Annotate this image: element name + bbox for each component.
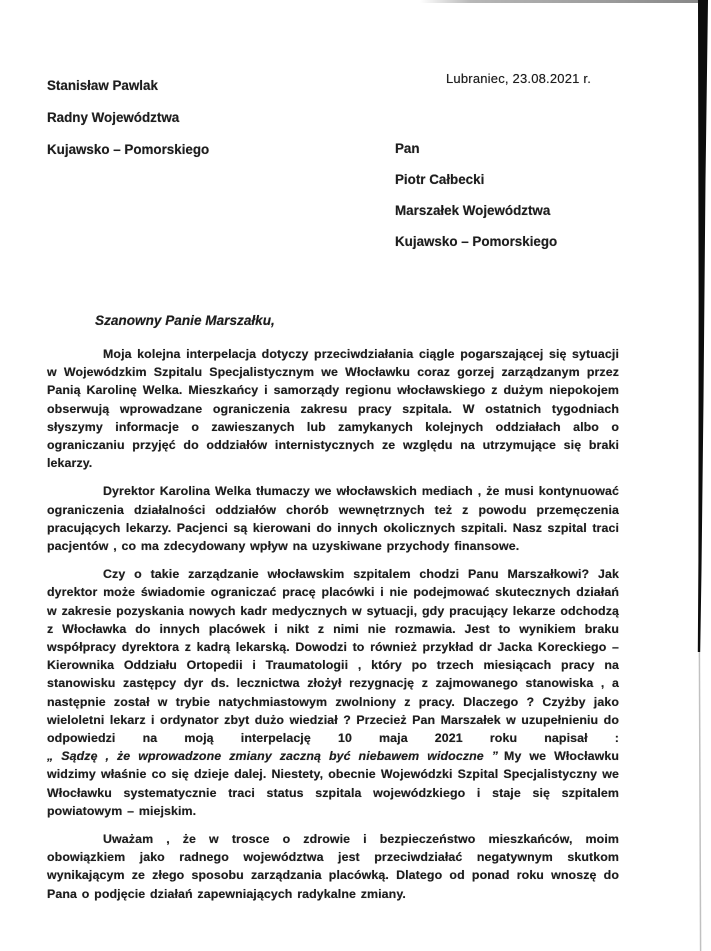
recipient-name: Piotr Całbecki bbox=[395, 172, 485, 187]
sender-block bbox=[47, 70, 209, 166]
body-paragraph-2: Dyrektor Karolina Welka tłumaczy we włocławskich mediach , że musi kontynuować ograniczenia działalności oddziałów chorób wewnętrznych też z powodu przemęczenia pracujących lekarzy. Pacjenci są kierowani do innych okolicznych szpitali. Nasz szpital traci pacjentów , co ma zdecydowany wpływ na uzyskiwane przychody finansowe. bbox=[47, 484, 619, 554]
sender-region: Kujawsko – Pomorskiego bbox=[47, 142, 210, 157]
recipient-region: Kujawsko – Pomorskiego bbox=[395, 234, 558, 249]
sender-title: Radny Województwa bbox=[47, 110, 180, 125]
salutation: Szanowny Panie Marszałku, bbox=[95, 313, 275, 328]
paragraph-3-rest bbox=[47, 747, 619, 820]
place-and-date: Lubraniec, 23.08.2021 r. bbox=[446, 71, 592, 86]
scan-top-edge-artifact bbox=[420, 0, 703, 3]
quoted-marshal-statement: „ Sądzę , że wprowadzone zmiany zaczną być niebawem widoczne ” bbox=[47, 749, 499, 764]
paragraph-3-text-after-quote: My we Włocławku widzimy właśnie co się dzieje dalej. Niestety, obecnie Wojewódzki Szpital Specjalistyczny we Włocławku systematycznie traci status szpitala wojewódzkiego i staje się szpitalem powiatowym – miejskim. bbox=[47, 749, 620, 818]
body-paragraph-1: Moja kolejna interpelacja dotyczy przeciwdziałania ciągle pogarszającej się sytuacji w Wojewódzkim Szpitalu Specjalistycznym we Włocławku coraz gorzej zarządzanym przez Panią Karolinę Welka. Mieszkańcy i samorządy regionu włocławskiego z dużym niepokojem obserwują wprowadzane ograniczenia zakresu pracy szpitala. W ostatnich tygodniach słyszymy informacje o zawieszanych lub zamykanych kolejnych oddziałach albo o ograniczaniu przyjęć do oddziałów internistycznych ze względu na utrzymujące się braki lekarzy. bbox=[47, 347, 619, 471]
recipient-title: Marszałek Województwa bbox=[395, 203, 551, 218]
body-paragraph-4: Uważam , że w trosce o zdrowie i bezpieczeństwo mieszkańców, moim obowiązkiem jako radnego województwa jest przeciwdziałać negatywnym skutkom wynikającym ze złego sposobu zarządzania placówką. Dlatego od ponad roku wnoszę do Pana o podjęcie działań zapewniających radykalne zmiany. bbox=[47, 832, 619, 901]
letter-body bbox=[47, 345, 619, 913]
recipient-block bbox=[395, 133, 557, 257]
sender-name: Stanisław Pawlak bbox=[47, 78, 158, 93]
scan-right-edge-artifact bbox=[691, 0, 711, 951]
paragraph-3-text-before-quote: Czy o takie zarządzanie włocławskim szpitalem chodzi Panu Marszałkowi? Jak dyrektor może świadomie ograniczać pracę placówki i nie podejmować skutecznych działań w zakresie pozyskania nowych kadr medycznych w sytuacji, gdy pracujący lekarze odchodzą z Włocławka do innych placówek i nikt z nimi nie rozmawia. Jest to wynikiem braku współpracy dyrektora z kadrą lekarską. Dowodzi to również przykład dr Jacka Koreckiego – Kierownika Oddziału Ortopedii i Traumatologii , który po trzech miesiącach pracy na stanowisku zastępcy dyr ds. lecznictwa złożył rezygnację z zajmowanego stanowiska , a następnie został w trybie natychmiastowym zwolniony z pracy. Dlaczego ? Czyżby jako wieloletni lekarz i ordynator zbyt dużo wiedział ? Przecież Pan Marszałek w uzupełnieniu do odpowiedzi na moją interpelację 10 maja 2021 roku napisał : bbox=[47, 567, 619, 746]
recipient-honorific: Pan bbox=[395, 141, 420, 156]
body-paragraph-3 bbox=[47, 565, 619, 820]
